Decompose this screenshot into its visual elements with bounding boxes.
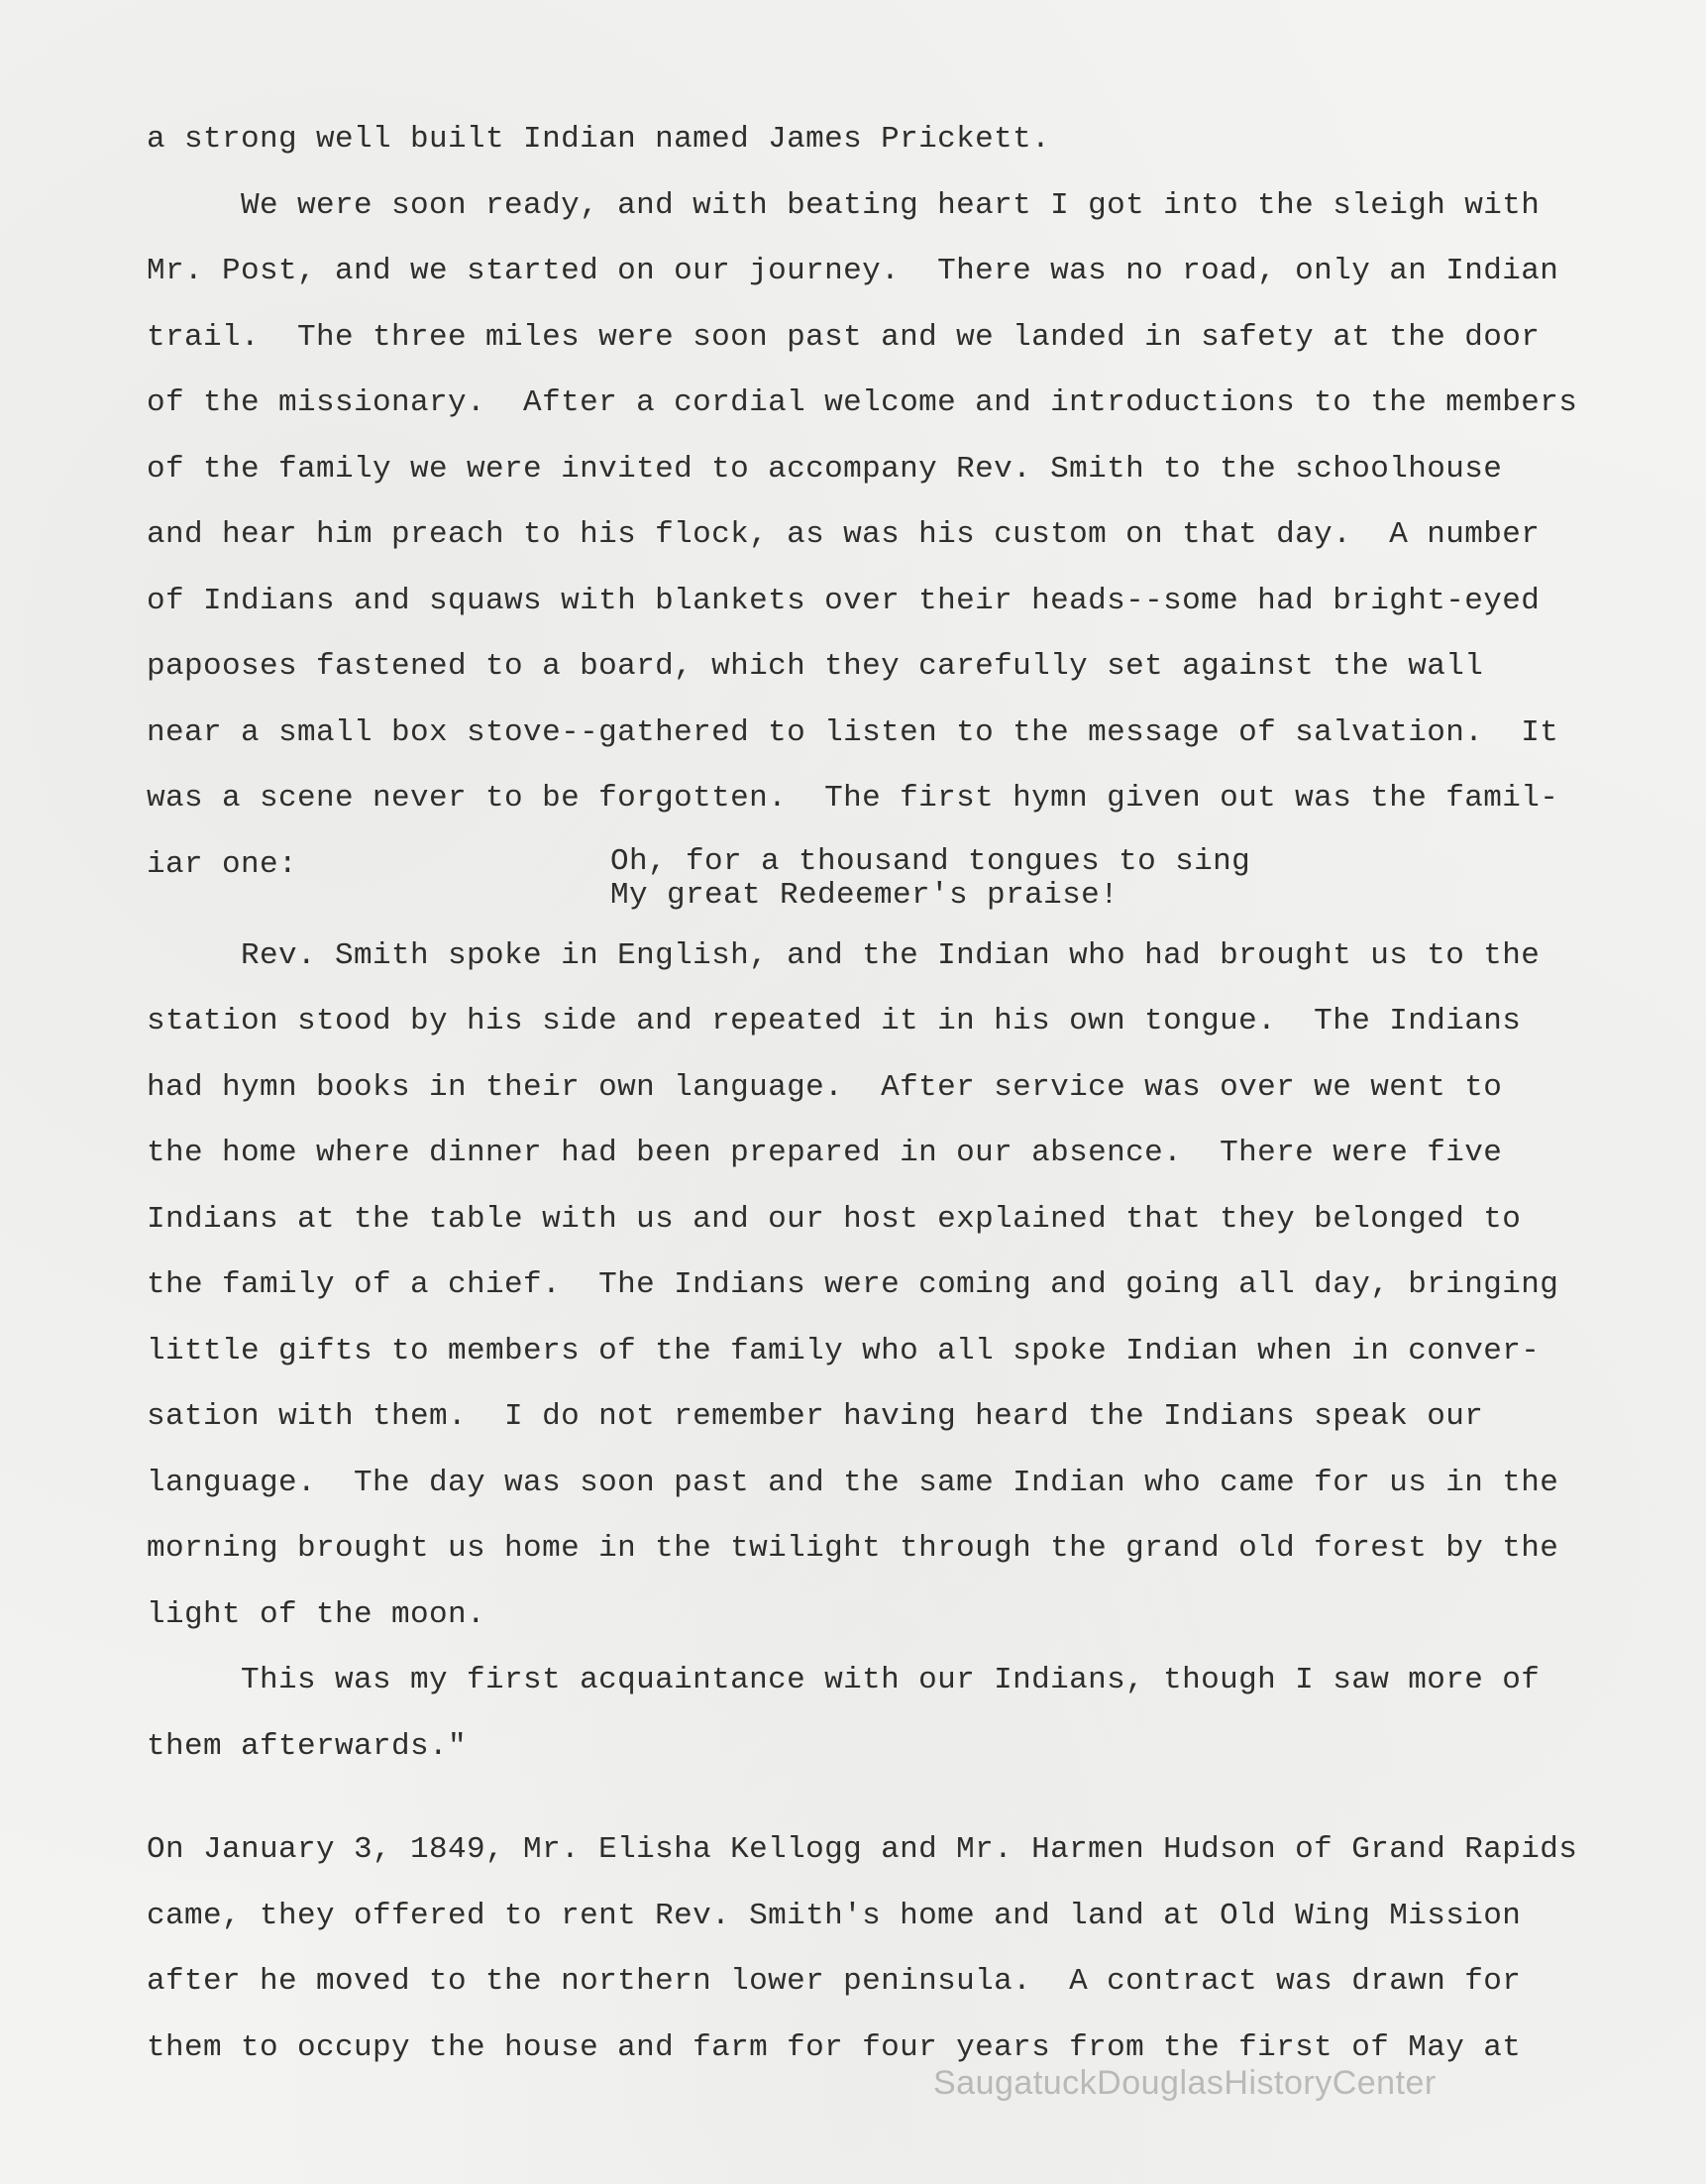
text-line: trail. The three miles were soon past and we landed in safety at the door: [147, 319, 1541, 355]
text-line: after he moved to the northern lower peninsula. A contract was drawn for: [147, 1964, 1522, 1999]
text-line: them afterwards.": [147, 1728, 468, 1764]
text-line: Mr. Post, and we started on our journey. There was no road, only an Indian: [147, 254, 1559, 288]
text-line: We were soon ready, and with beating heart I got into the sleigh with: [147, 187, 1541, 223]
hymn-verse: [610, 845, 1250, 913]
text-line: Indians at the table with us and our host explained that they belonged to: [147, 1201, 1522, 1237]
text-line: papooses fastened to a board, which they carefully set against the wall: [147, 649, 1484, 684]
text-line: light of the moon.: [147, 1596, 486, 1632]
text-line: them to occupy the house and farm for four years from the first of May at: [147, 2029, 1522, 2065]
text-line: of Indians and squaws with blankets over their heads--some had bright-eyed: [147, 583, 1541, 618]
text-line: the family of a chief. The Indians were coming and going all day, bringing: [147, 1267, 1559, 1302]
text-line: near a small box stove--gathered to listen to the message of salvation. It: [147, 714, 1559, 750]
watermark: SaugatuckDouglasHistoryCenter: [933, 2064, 1437, 2102]
hymn-line: Oh, for a thousand tongues to sing: [610, 843, 1251, 879]
hymn-quote: [147, 832, 1672, 924]
text-line: a strong well built Indian named James Prickett.: [147, 122, 1051, 157]
text-line: came, they offered to rent Rev. Smith's home and land at Old Wing Mission: [147, 1898, 1522, 1933]
paragraph-gap: [147, 1780, 1672, 1817]
text-line: Rev. Smith spoke in English, and the Indian who had brought us to the: [147, 937, 1541, 973]
text-line: station stood by his side and repeated it in his own tongue. The Indians: [147, 1004, 1522, 1038]
text-line: iar one:: [147, 846, 298, 882]
text-line: of the missionary. After a cordial welcome and introductions to the members: [147, 385, 1578, 420]
text-line: the home where dinner had been prepared in our absence. There were five: [147, 1136, 1503, 1170]
text-line: was a scene never to be forgotten. The first hymn given out was the famil-: [147, 781, 1559, 816]
text-line: On January 3, 1849, Mr. Elisha Kellogg and Mr. Harmen Hudson of Grand Rapids: [147, 1832, 1578, 1867]
text-line: had hymn books in their own language. After service was over we went to: [147, 1069, 1503, 1105]
typewritten-text: [147, 107, 1672, 2081]
text-line: morning brought us home in the twilight through the grand old forest by the: [147, 1531, 1559, 1566]
text-line: This was my first acquaintance with our Indians, though I saw more of: [147, 1663, 1541, 1697]
hymn-line: My great Redeemer's praise!: [610, 877, 1120, 913]
text-line: language. The day was soon past and the same Indian who came for us in the: [147, 1465, 1559, 1500]
text-line: little gifts to members of the family who all spoke Indian when in conver-: [147, 1333, 1541, 1368]
text-line: of the family we were invited to accompany Rev. Smith to the schoolhouse: [147, 451, 1503, 487]
text-line: and hear him preach to his flock, as was his custom on that day. A number: [147, 517, 1541, 552]
text-line: sation with them. I do not remember having heard the Indians speak our: [147, 1399, 1484, 1434]
